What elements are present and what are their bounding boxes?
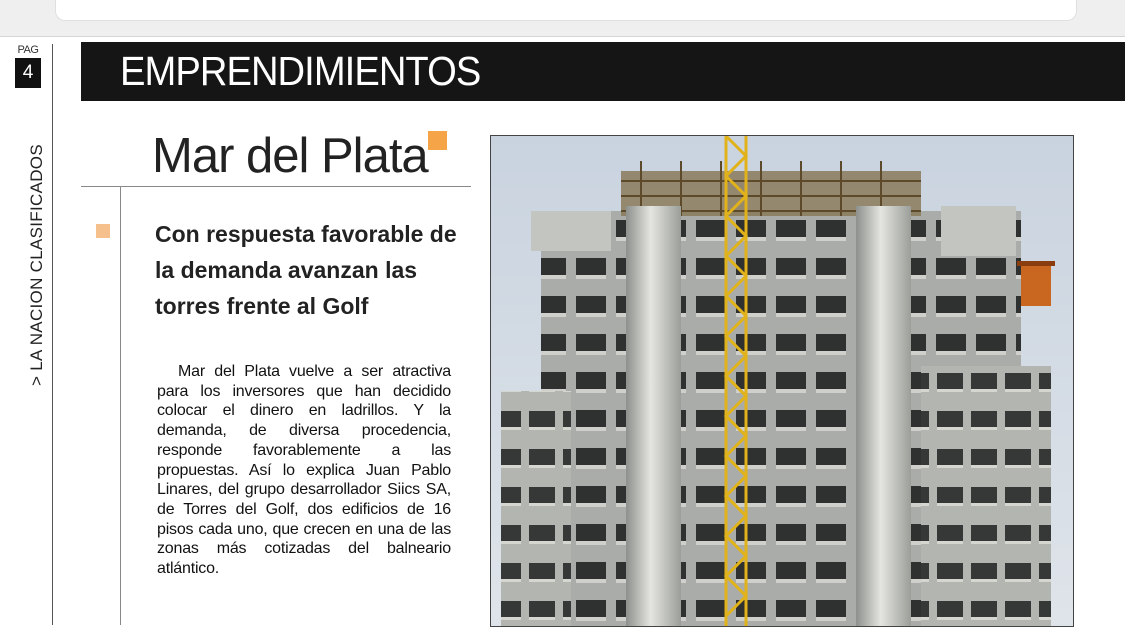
page-indicator xyxy=(15,44,41,88)
column-rule xyxy=(120,186,121,625)
viewer-toolbar xyxy=(55,0,1077,21)
page-label: PAG xyxy=(17,44,39,56)
section-title: EMPRENDIMIENTOS xyxy=(120,48,481,94)
building-photo xyxy=(490,135,1074,627)
browser-top-bar xyxy=(0,0,1125,37)
building-construction-illustration xyxy=(491,136,1073,626)
article-body: Mar del Plata vuelve a ser atractiva para los inversores que han decidido colocar el dinero en ladrillos. Y la demanda, de diversa procedencia, responde favorablemente a las propuestas. Así lo explica Juan Pablo Linares, del grupo desarrollador Siics SA, de Torres del Golf, dos edificios de 16 pisos cada uno, que crecen en una de las zonas más cotizadas del balneario atlántico. xyxy=(157,363,451,578)
headline-bullet xyxy=(96,224,110,238)
article-headline: Con respuesta favorable de la demanda avanzan las torres frente al Golf xyxy=(155,221,457,319)
location-title: Mar del Plata xyxy=(152,129,428,183)
page-number: 4 xyxy=(15,58,41,88)
section-banner xyxy=(81,42,1125,101)
publication-label: > LA NACION CLASIFICADOS xyxy=(27,144,46,386)
side-divider xyxy=(52,44,53,625)
title-rule xyxy=(81,186,471,187)
accent-square xyxy=(428,131,447,150)
